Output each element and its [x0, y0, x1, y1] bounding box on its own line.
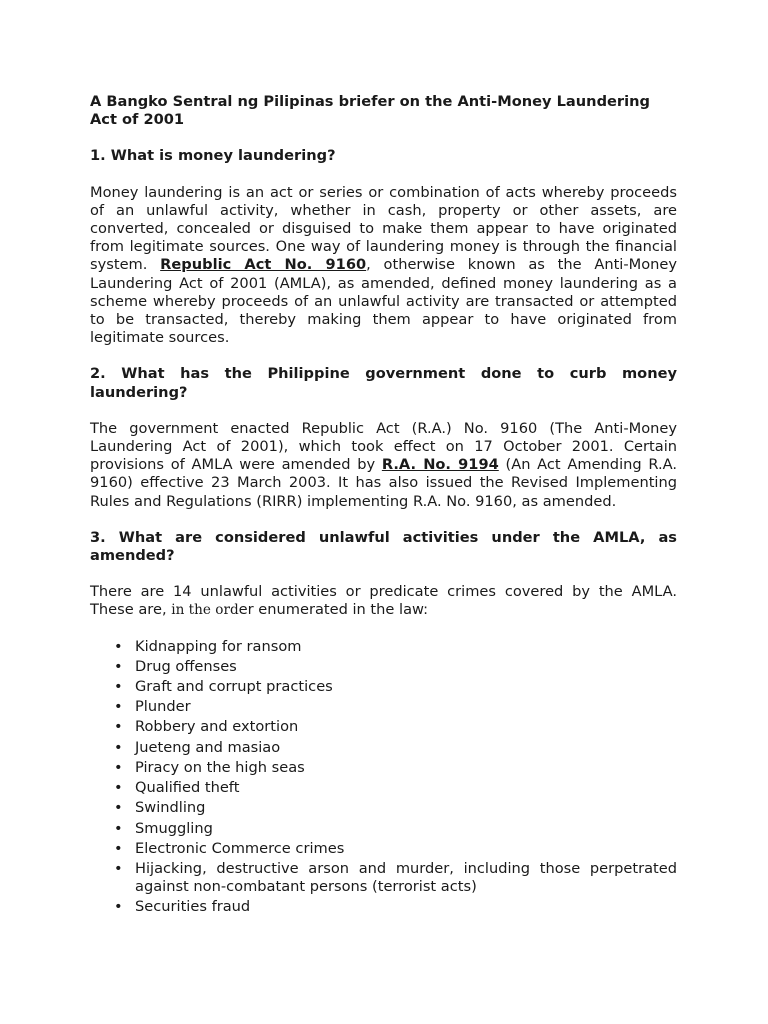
republic-act-9160-link[interactable]: Republic Act No. 9160 [160, 256, 367, 274]
question-1-heading: 1. What is money laundering? [90, 147, 336, 165]
list-item [90, 638, 677, 656]
intro-text: er enumerated in the law: [238, 601, 429, 619]
document-title: A Bangko Sentral ng Pilipinas briefer on the Anti-Money Laundering Act of 2001 [90, 93, 650, 129]
unlawful-activities-list [90, 638, 677, 917]
question-2-heading: 2. What has the Philippine government done to curb money laundering? [90, 365, 677, 401]
list-item [90, 779, 677, 797]
bullet-icon: • [114, 799, 123, 817]
answer-text: , otherwise known as the Anti-Money Laundering Act of 2001 (AMLA), as amended, defined money laundering as a scheme whereby proceeds of an unlawful activity are transacted or attempted to be transacted, thereby making them appear to have originated from legitimate sources. [90, 256, 677, 347]
list-item-text: Kidnapping for ransom [135, 637, 302, 655]
list-item-text: Piracy on the high seas [135, 758, 305, 776]
list-item [90, 759, 677, 777]
list-item [90, 799, 677, 817]
bullet-icon: • [114, 698, 123, 716]
question-2-answer [90, 420, 677, 511]
intro-text: There are 14 unlawful activities or predicate crimes covered by the AMLA. These are, [90, 583, 677, 619]
list-item-text: Hijacking, destructive arson and murder, including those perpetrated against non-combatant persons (terrorist acts) [135, 859, 677, 896]
bullet-icon: • [114, 637, 123, 655]
list-item-text: Electronic Commerce crimes [135, 839, 345, 857]
bullet-icon: • [114, 819, 123, 837]
bullet-icon: • [114, 738, 123, 756]
list-item [90, 718, 677, 736]
list-item-text: Smuggling [135, 819, 213, 837]
bullet-icon: • [114, 657, 123, 675]
question-3-heading: 3. What are considered unlawful activities under the AMLA, as amended? [90, 528, 677, 565]
list-item [90, 820, 677, 838]
list-item-text: Robbery and extortion [135, 718, 299, 736]
list-item-text: Qualified theft [135, 779, 240, 797]
bullet-icon: • [114, 859, 123, 877]
bullet-icon: • [114, 898, 123, 916]
list-item-text: Jueteng and masiao [135, 738, 281, 756]
list-item [90, 840, 677, 858]
list-item-text: Drug offenses [135, 657, 237, 675]
list-item [90, 678, 677, 696]
list-item [90, 860, 677, 896]
question-3-intro [90, 583, 677, 619]
list-item [90, 898, 677, 916]
answer-text: (An Act Amending R.A. 9160) effective 23 March 2003. It has also issued the Revised Implementing Rules and Regulations (RIRR) implementing R.A. No. 9160, as amended. [90, 456, 677, 510]
bullet-icon: • [114, 758, 123, 776]
list-item [90, 698, 677, 716]
list-item-text: Graft and corrupt practices [135, 678, 333, 696]
list-item-text: Securities fraud [135, 898, 251, 916]
answer-text: Money laundering is an act or series or combination of acts whereby proceeds of an unlawful activity, whether in cash, property or other assets, are converted, concealed or disguised to make them appear to have originated from legitimate sources. One way of laundering money is through the financial system. [90, 183, 677, 274]
document-page [90, 93, 677, 919]
bullet-icon: • [114, 779, 123, 797]
list-item [90, 739, 677, 757]
list-item-text: Swindling [135, 799, 206, 817]
question-1-answer [90, 184, 677, 348]
bullet-icon: • [114, 678, 123, 696]
answer-text: The government enacted Republic Act (R.A.) No. 9160 (The Anti-Money Laundering Act of 2001), which took effect on 17 October 2001. Certain provisions of AMLA were amended by [90, 419, 677, 474]
bullet-icon: • [114, 718, 123, 736]
list-item-text: Plunder [135, 698, 191, 716]
ra-9194-link[interactable]: R.A. No. 9194 [381, 456, 499, 474]
intro-text-serif: in the ord [171, 602, 239, 619]
bullet-icon: • [114, 839, 123, 857]
list-item [90, 658, 677, 676]
